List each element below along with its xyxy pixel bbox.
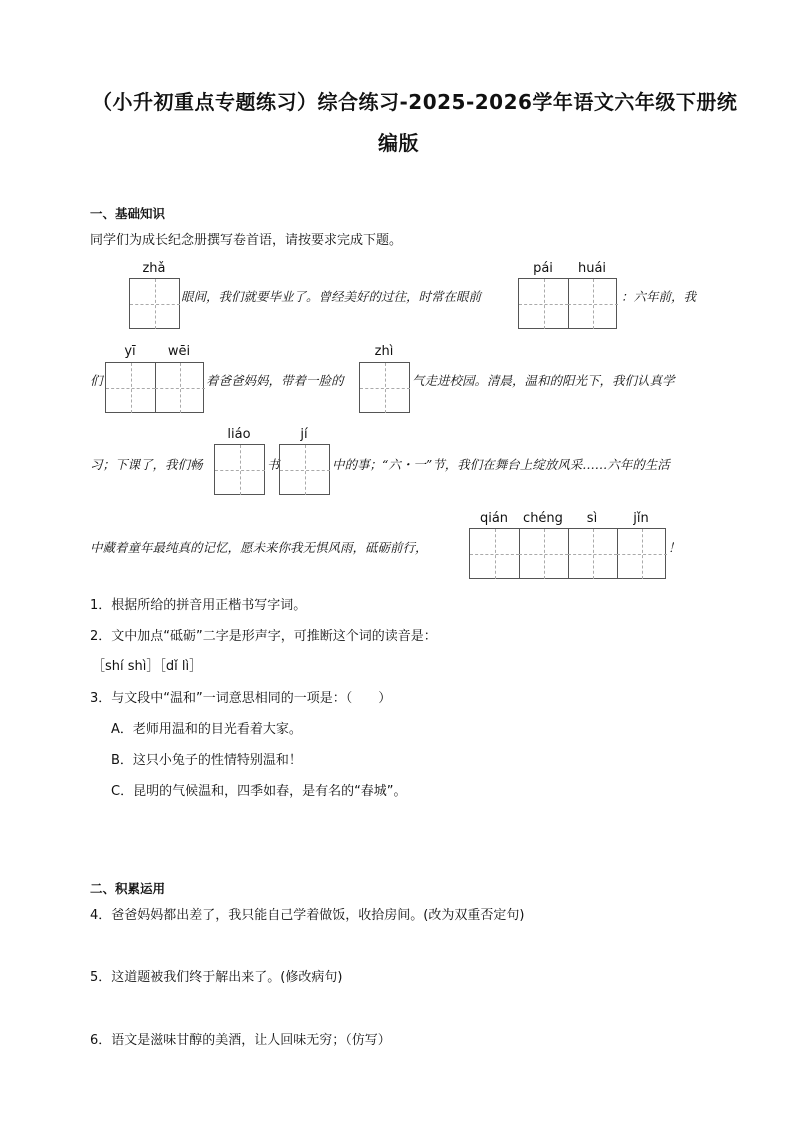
- pinyin-huai: huái: [577, 261, 607, 276]
- question-2: 2．文中加点“砥砺”二字是形声字，可推断这个词的读音是：: [90, 629, 437, 644]
- writing-box-zhi[interactable]: [359, 362, 410, 413]
- question-4: 4．爸爸妈妈都出差了，我只能自己学着做饭，收拾房间。(改为双重否定句): [90, 908, 525, 923]
- question-3-option-c[interactable]: C．昆明的气候温和，四季如春，是有名的“春城”。: [111, 784, 407, 799]
- question-5: 5．这道题被我们终于解出来了。(修改病句): [90, 970, 343, 985]
- passage-text-5: 气走进校园。清晨，温和的阳光下，我们认真学: [412, 373, 675, 388]
- passage-text-2: ：六年前，我: [621, 289, 697, 304]
- writing-box-qian-cheng-si-jin[interactable]: [469, 528, 666, 579]
- question-1: 1．根据所给的拼音用正楷书写字词。: [90, 598, 307, 613]
- passage-text-4: 着爸爸妈妈，带着一脸的: [206, 373, 344, 388]
- pinyin-zhi: zhì: [374, 344, 394, 359]
- pinyin-wei: wēi: [167, 344, 191, 359]
- writing-box-zha[interactable]: [129, 278, 180, 329]
- pinyin-yi: yī: [124, 344, 136, 359]
- pinyin-qian: qián: [479, 511, 509, 526]
- passage-text-9: 中藏着童年最纯真的记忆，愿未来你我无惧风雨，砥砺前行，: [90, 540, 428, 555]
- pinyin-liao: liáo: [227, 427, 251, 442]
- pinyin-ji: jí: [300, 427, 308, 442]
- passage-text-3: 们: [90, 373, 103, 388]
- question-3-option-a[interactable]: A．老师用温和的目光看着大家。: [111, 722, 302, 737]
- question-3: 3．与文段中“温和”一词意思相同的一项是：（ ）: [90, 691, 392, 706]
- page-title-line2: 编版: [378, 131, 419, 155]
- pinyin-jin: jǐn: [633, 511, 649, 526]
- question-6: 6．语文是滋味甘醇的美酒，让人回味无穷；（仿写）: [90, 1033, 391, 1048]
- passage-text-8: 中的事；“六・一”节，我们在舞台上绽放风采……六年的生活: [332, 457, 670, 472]
- passage-text-6: 习；下课了，我们畅: [90, 457, 203, 472]
- passage-text-10: ！: [668, 540, 681, 555]
- writing-box-liao[interactable]: [214, 444, 265, 495]
- page-title-line1: （小升初重点专题练习）综合练习-2025-2026学年语文六年级下册统: [92, 90, 738, 114]
- passage-text-7: 书: [267, 457, 280, 472]
- section-heading-basics: 一、基础知识: [90, 206, 166, 221]
- writing-box-yi-wei[interactable]: [105, 362, 204, 413]
- section-heading-accumulation: 二、积累运用: [90, 881, 166, 896]
- pinyin-pai: pái: [533, 261, 553, 276]
- pinyin-si: sì: [586, 511, 598, 526]
- pinyin-zha: zhǎ: [142, 261, 166, 276]
- writing-box-ji[interactable]: [279, 444, 330, 495]
- pinyin-cheng: chéng: [523, 511, 563, 526]
- section-intro: 同学们为成长纪念册撰写卷首语，请按要求完成下题。: [90, 233, 403, 248]
- writing-box-pai-huai[interactable]: [518, 278, 617, 329]
- question-3-option-b[interactable]: B．这只小兔子的性情特别温和！: [111, 753, 302, 768]
- passage-text-1: 眼间，我们就要毕业了。曾经美好的过往，时常在眼前: [181, 289, 482, 304]
- question-2-options: ［shí shì］［dǐ lì］: [92, 659, 203, 674]
